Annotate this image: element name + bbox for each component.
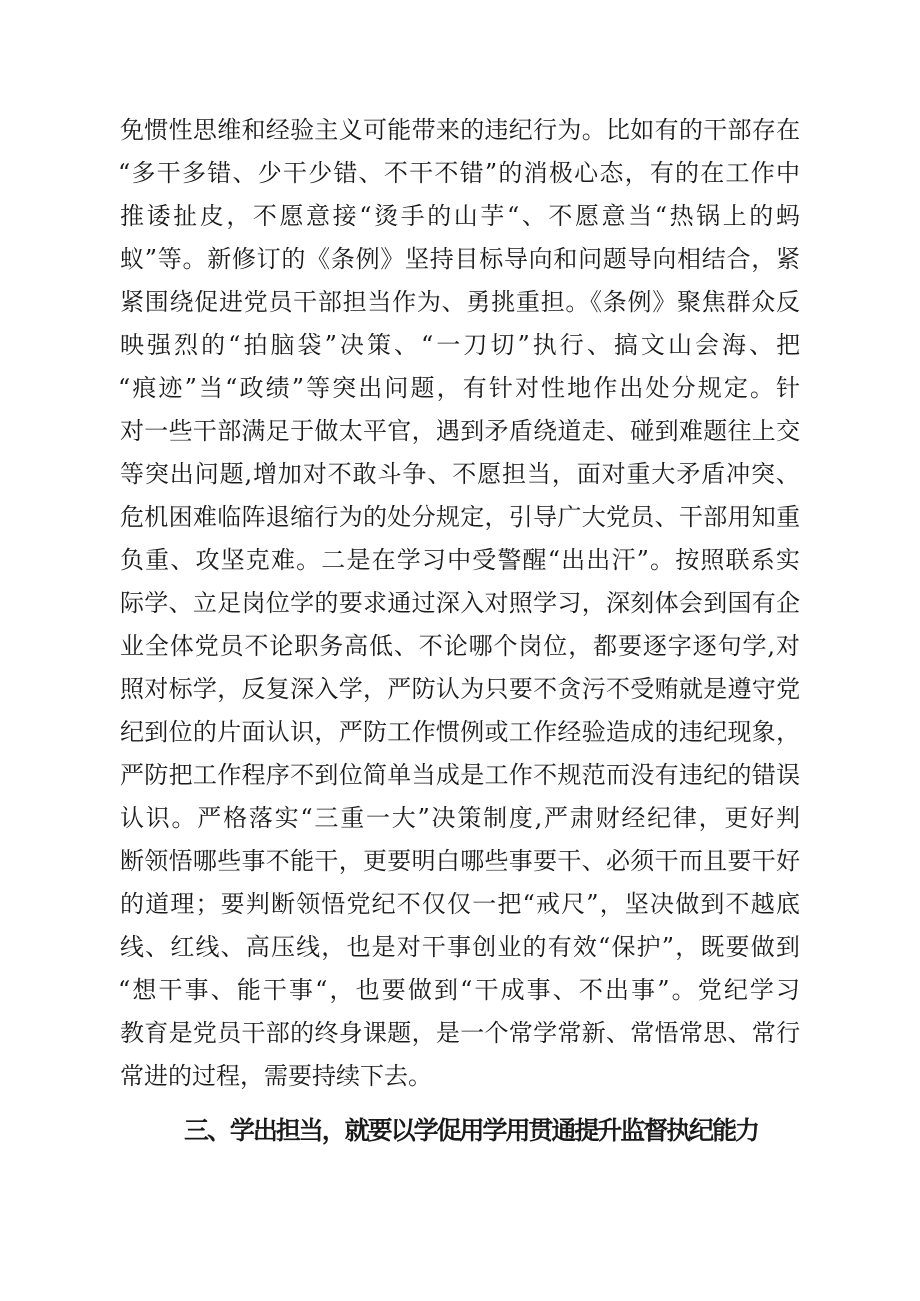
- text-line: 对一些干部满足于做太平官，遇到矛盾绕道走、碰到难题往上交: [120, 417, 801, 445]
- text-line: 纪到位的片面认识，严防工作惯例或工作经验造成的违纪现象，: [120, 718, 801, 746]
- text-line: 蚁”等。新修订的《条例》坚持目标导向和问题导向相结合，紧: [120, 245, 801, 273]
- text-line: “想干事、能干事“，也要做到“干成事、不出事”。党纪学习: [118, 976, 803, 1004]
- text-line: 线、红线、高压线，也是对干事创业的有效“保护”，既要做到: [120, 933, 802, 961]
- text-line: 业全体党员不论职务高低、不论哪个岗位，都要逐字逐句学,对: [120, 632, 801, 660]
- text-line: 负重、攻坚克难。二是在学习中受警醒“出出汗”。按照联系实: [120, 546, 802, 574]
- text-line: 映强烈的“拍脑袋”决策、“一刀切”执行、搞文山会海、把: [120, 331, 804, 359]
- text-line: 危机困难临阵退缩行为的处分规定，引导广大党员、干部用知重: [120, 503, 801, 531]
- section-heading: 三、学出担当，就要以学促用学用贯通提升监督执纪能力: [184, 1116, 759, 1145]
- text-line: 认识。严格落实“三重一大”决策制度,严肃财经纪律，更好判: [120, 804, 802, 832]
- text-line: 断领悟哪些事不能干，更要明白哪些事要干、必须干而且要干好: [120, 847, 801, 875]
- text-line: 免惯性思维和经验主义可能带来的违纪行为。比如有的干部存在: [120, 116, 801, 144]
- text-line: 教育是党员干部的终身课题，是一个常学常新、常悟常思、常行: [120, 1019, 801, 1047]
- text-line: 严防把工作程序不到位简单当成是工作不规范而没有违纪的错误: [120, 761, 801, 789]
- text-line: 的道理；要判断领悟党纪不仅仅一把“戒尺”，坚决做到不越底: [120, 890, 802, 918]
- text-line: 照对标学，反复深入学，严防认为只要不贪污不受贿就是遵守党: [120, 675, 801, 703]
- text-line: “痕迹”当“政绩”等突出问题，有针对性地作出处分规定。针: [118, 374, 803, 402]
- text-line: 等突出问题,增加对不敢斗争、不愿担当，面对重大矛盾冲突、: [120, 460, 801, 488]
- text-line: 紧围绕促进党员干部担当作为、勇挑重担。《条例》聚焦群众反: [120, 288, 801, 316]
- text-line: “多干多错、少干少错、不干不错”的消极心态，有的在工作中: [118, 159, 802, 187]
- text-line: 常进的过程，需要持续下去。: [120, 1062, 432, 1090]
- text-line: 推诿扯皮，不愿意接“烫手的山芋“、不愿意当“热锅上的蚂: [120, 202, 803, 230]
- text-line: 际学、立足岗位学的要求通过深入对照学习，深刻体会到国有企: [120, 589, 801, 617]
